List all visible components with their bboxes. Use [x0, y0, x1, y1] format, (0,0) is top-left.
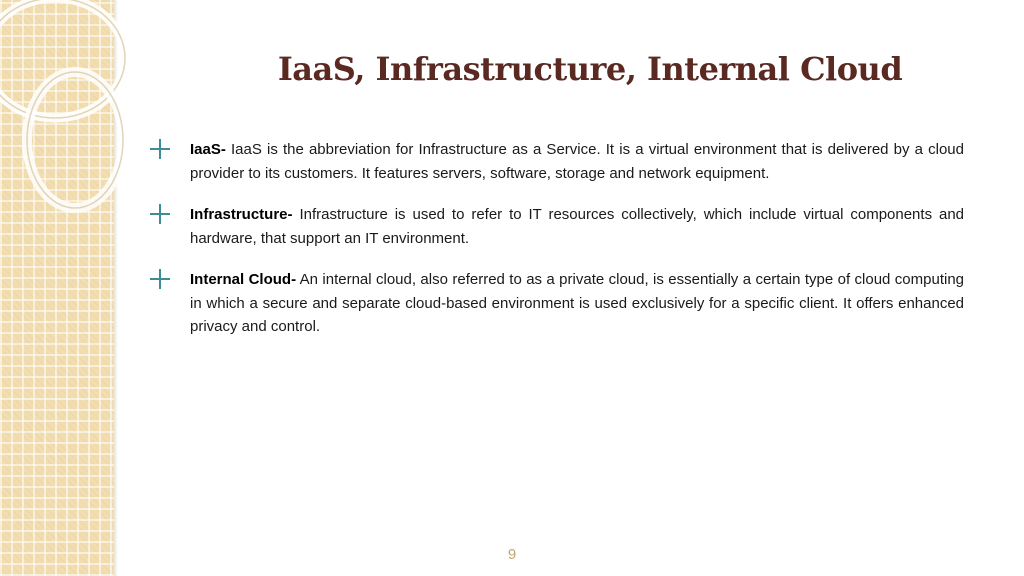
slide-title: IaaS, Infrastructure, Internal Cloud: [277, 50, 903, 88]
bullet-description: An internal cloud, also referred to as a private cloud, is essentially a certain type of cloud computing in which a secure and separate cloud-based environment is used exclusively for a specific client. It offers enhanced privacy and control.: [190, 271, 965, 335]
bullet-term: Internal Cloud-: [190, 271, 297, 288]
bullet-internal-cloud: [150, 268, 964, 339]
bullet-list: [150, 138, 964, 357]
plus-icon: [150, 204, 170, 224]
bullet-term: Infrastructure-: [190, 206, 293, 223]
plus-icon: [150, 139, 170, 159]
bullet-text: [190, 203, 964, 250]
bullet-term: IaaS-: [190, 141, 226, 158]
bullet-description: Infrastructure is used to refer to IT resources collectively, which include virtual components and hardware, that support an IT environment.: [190, 206, 965, 247]
bullet-infrastructure: [150, 203, 964, 250]
bullet-description: IaaS is the abbreviation for Infrastructure as a Service. It is a virtual environment that is delivered by a cloud provider to its customers. It features servers, software, storage and network equipment.: [190, 141, 964, 182]
plus-icon: [150, 269, 170, 289]
bullet-iaas: [150, 138, 964, 185]
page-number: 9: [507, 546, 517, 563]
bullet-text: [190, 268, 964, 339]
bullet-text: [190, 138, 964, 185]
